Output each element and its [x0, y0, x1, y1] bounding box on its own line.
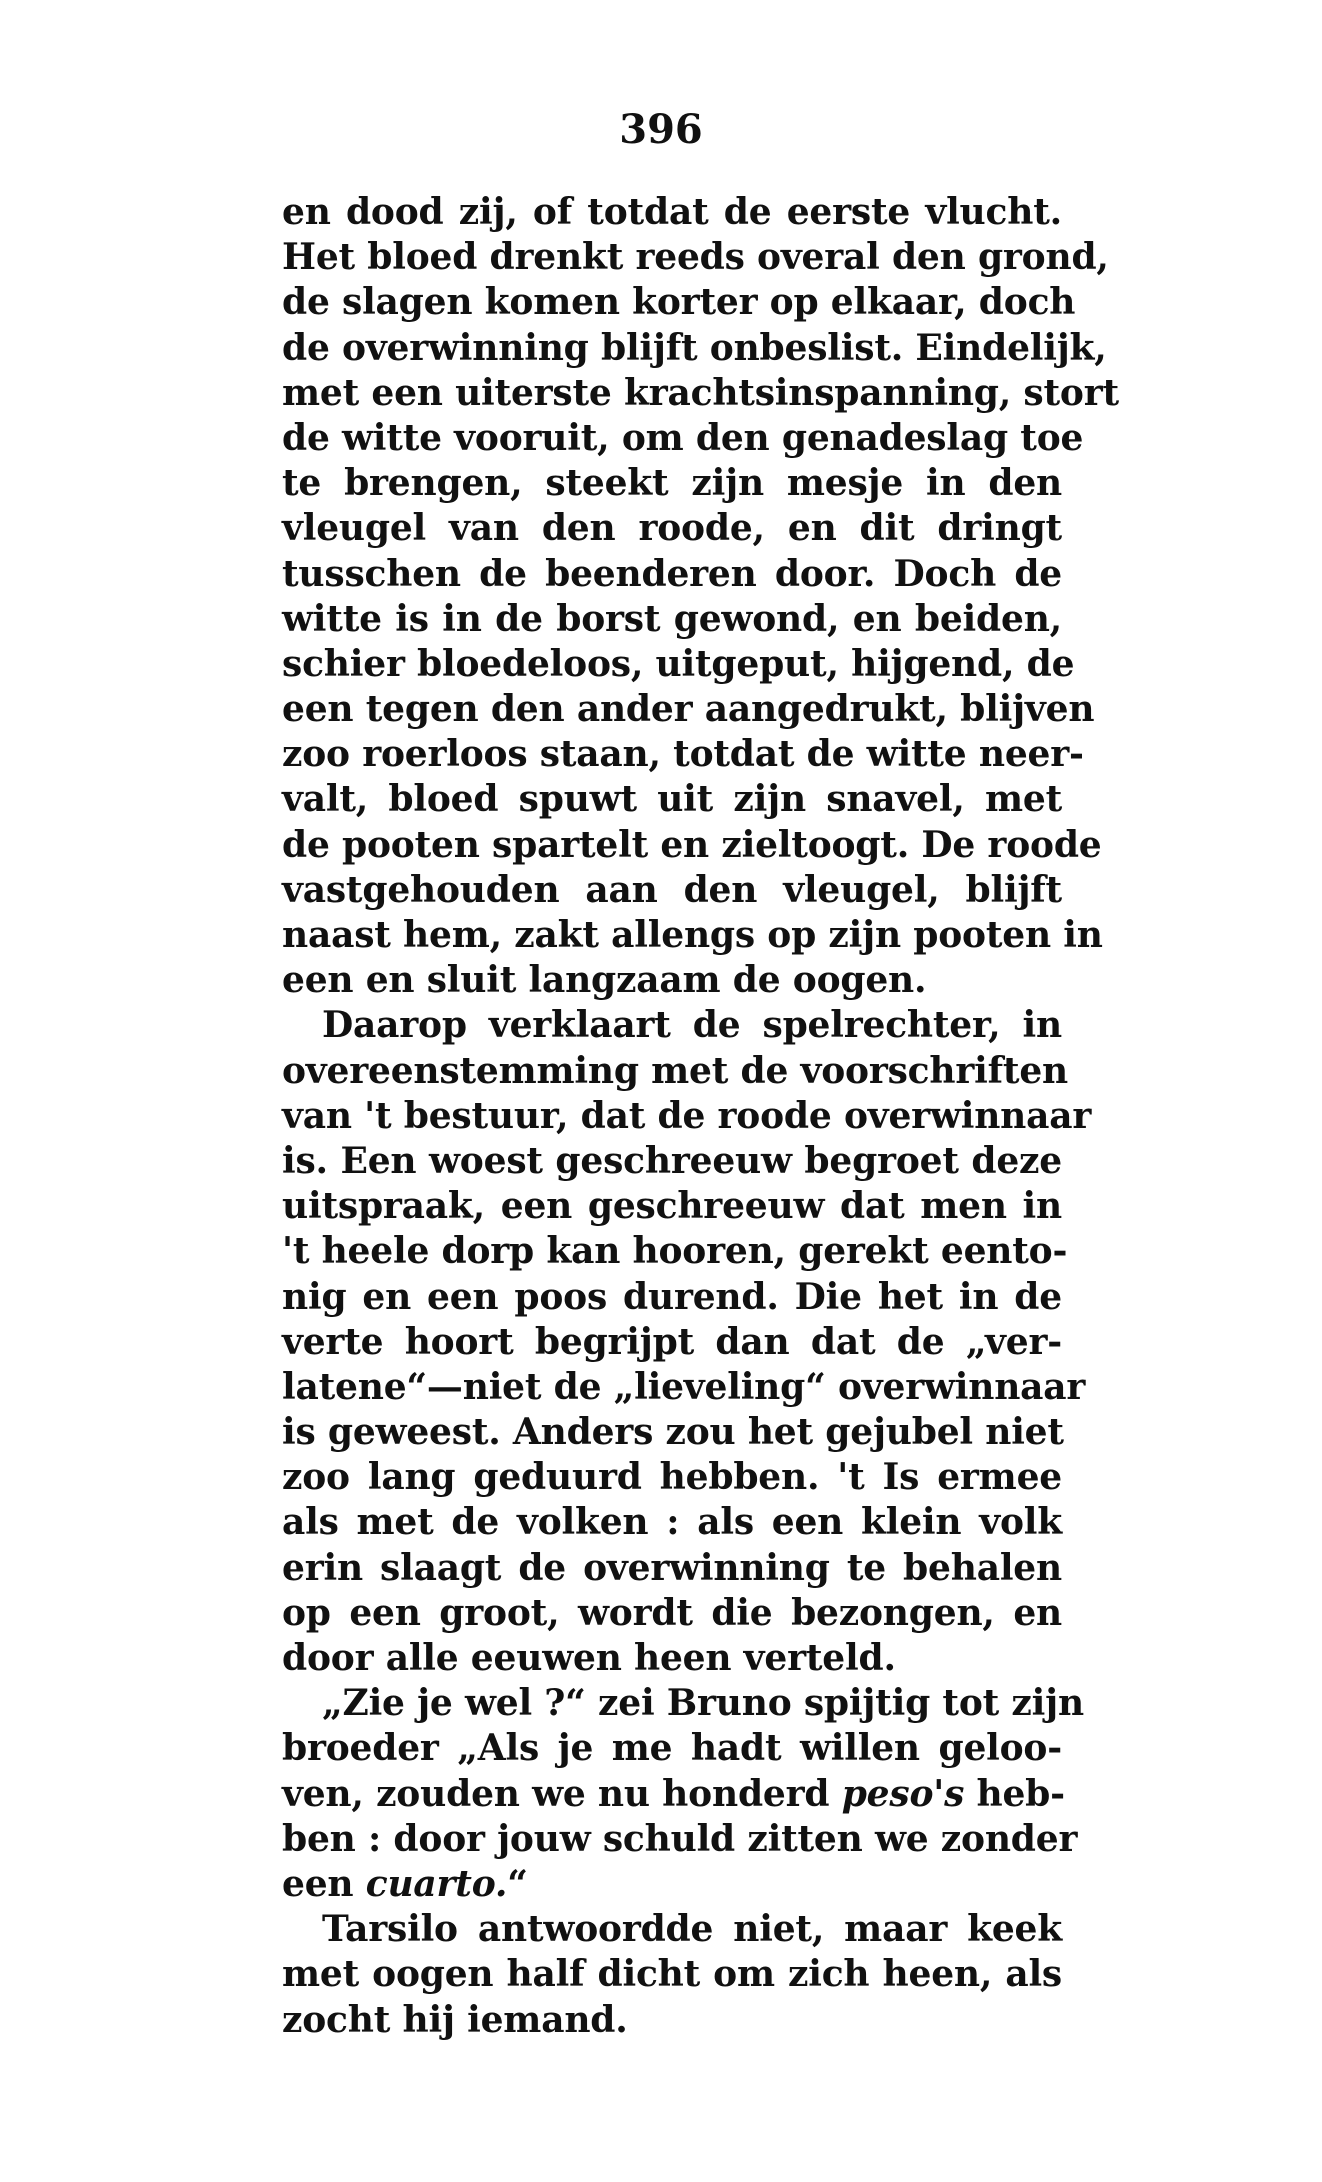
text-line: te brengen, steekt zijn mesje in den — [282, 462, 1062, 505]
text-line: is geweest. Anders zou het gejubel niet — [282, 1411, 1064, 1454]
italic-word: cuarto. — [365, 1862, 508, 1905]
text-line: tusschen de beenderen door. Doch de — [282, 552, 1062, 595]
text-fragment: heb- — [964, 1772, 1065, 1815]
text-line: valt, bloed spuwt uit zijn snavel, met — [282, 778, 1062, 821]
text-fragment: een — [282, 1862, 366, 1905]
body-text — [282, 190, 1119, 2043]
text-line: latene“—niet de „lieveling“ overwinnaar — [282, 1365, 1086, 1408]
text-line: als met de volken : als een klein volk — [282, 1501, 1062, 1544]
text-line: Tarsilo antwoordde niet, maar keek — [322, 1908, 1062, 1951]
text-line: met een uiterste krachtsinspanning, stort — [282, 371, 1119, 414]
text-line: witte is in de borst gewond, en beiden, — [282, 597, 1062, 640]
text-line: is. Een woest geschreeuw begroet deze — [282, 1139, 1062, 1182]
text-line: een tegen den ander aangedrukt, blijven — [282, 688, 1095, 731]
text-line: 't heele dorp kan hooren, gerekt eento- — [282, 1230, 1068, 1273]
text-line: de slagen komen korter op elkaar, doch — [282, 281, 1076, 324]
text-line: vleugel van den roode, en dit dringt — [282, 507, 1062, 550]
text-line: ben : door jouw schuld zitten we zonder — [282, 1817, 1078, 1860]
paragraph-3 — [282, 1681, 1084, 1907]
text-line: Daarop verklaart de spelrechter, in — [322, 1004, 1062, 1047]
text-line: de pooten spartelt en zieltoogt. De roode — [282, 823, 1102, 866]
text-line: naast hem, zakt allengs op zijn pooten in — [282, 914, 1103, 956]
text-line: van 't bestuur, dat de roode overwinnaar — [282, 1094, 1092, 1137]
text-line: Het bloed drenkt reeds overal den grond, — [282, 236, 1109, 279]
italic-word: peso's — [841, 1772, 965, 1815]
text-line: zocht hij iemand. — [282, 1998, 628, 2041]
text-line: nig en een poos durend. Die het in de — [282, 1275, 1062, 1318]
text-line: uitspraak, een geschreeuw dat men in — [282, 1185, 1062, 1228]
text-line: de witte vooruit, om den genadeslag toe — [282, 416, 1084, 459]
text-line: de overwinning blijft onbeslist. Eindelijk, — [282, 326, 1107, 369]
page-number: 396 — [619, 106, 703, 153]
text-fragment: “ — [507, 1862, 528, 1905]
text-line: zoo lang geduurd hebben. 't Is ermee — [282, 1456, 1062, 1499]
text-fragment: ven, zouden we nu honderd — [282, 1772, 842, 1815]
text-line — [282, 1772, 1065, 1817]
paragraph-2 — [282, 1003, 1092, 1681]
paragraph-1 — [282, 190, 1119, 1003]
text-line: zoo roerloos staan, totdat de witte neer- — [282, 733, 1084, 776]
text-line: verte hoort begrijpt dan dat de „ver- — [282, 1320, 1062, 1363]
text-line: „Zie je wel ?“ zei Bruno spijtig tot zijn — [322, 1682, 1084, 1725]
text-line: overeenstemming met de voorschriften — [282, 1049, 1068, 1092]
text-line: vastgehouden aan den vleugel, blijft — [282, 868, 1062, 911]
text-line: broeder „Als je me hadt willen geloo- — [282, 1727, 1062, 1770]
text-line: erin slaagt de overwinning te behalen — [282, 1546, 1062, 1589]
text-line: op een groot, wordt die bezongen, en — [282, 1591, 1062, 1634]
text-line: door alle eeuwen heen verteld. — [282, 1637, 896, 1679]
paragraph-4 — [282, 1907, 1062, 2043]
text-line: met oogen half dicht om zich heen, als — [282, 1953, 1062, 1996]
text-line — [282, 1862, 1062, 1907]
text-line: een en sluit langzaam de oogen. — [282, 959, 927, 1002]
text-line: schier bloedeloos, uitgeput, hijgend, de — [282, 642, 1075, 685]
text-line: en dood zij, of totdat de eerste vlucht. — [282, 191, 1062, 233]
